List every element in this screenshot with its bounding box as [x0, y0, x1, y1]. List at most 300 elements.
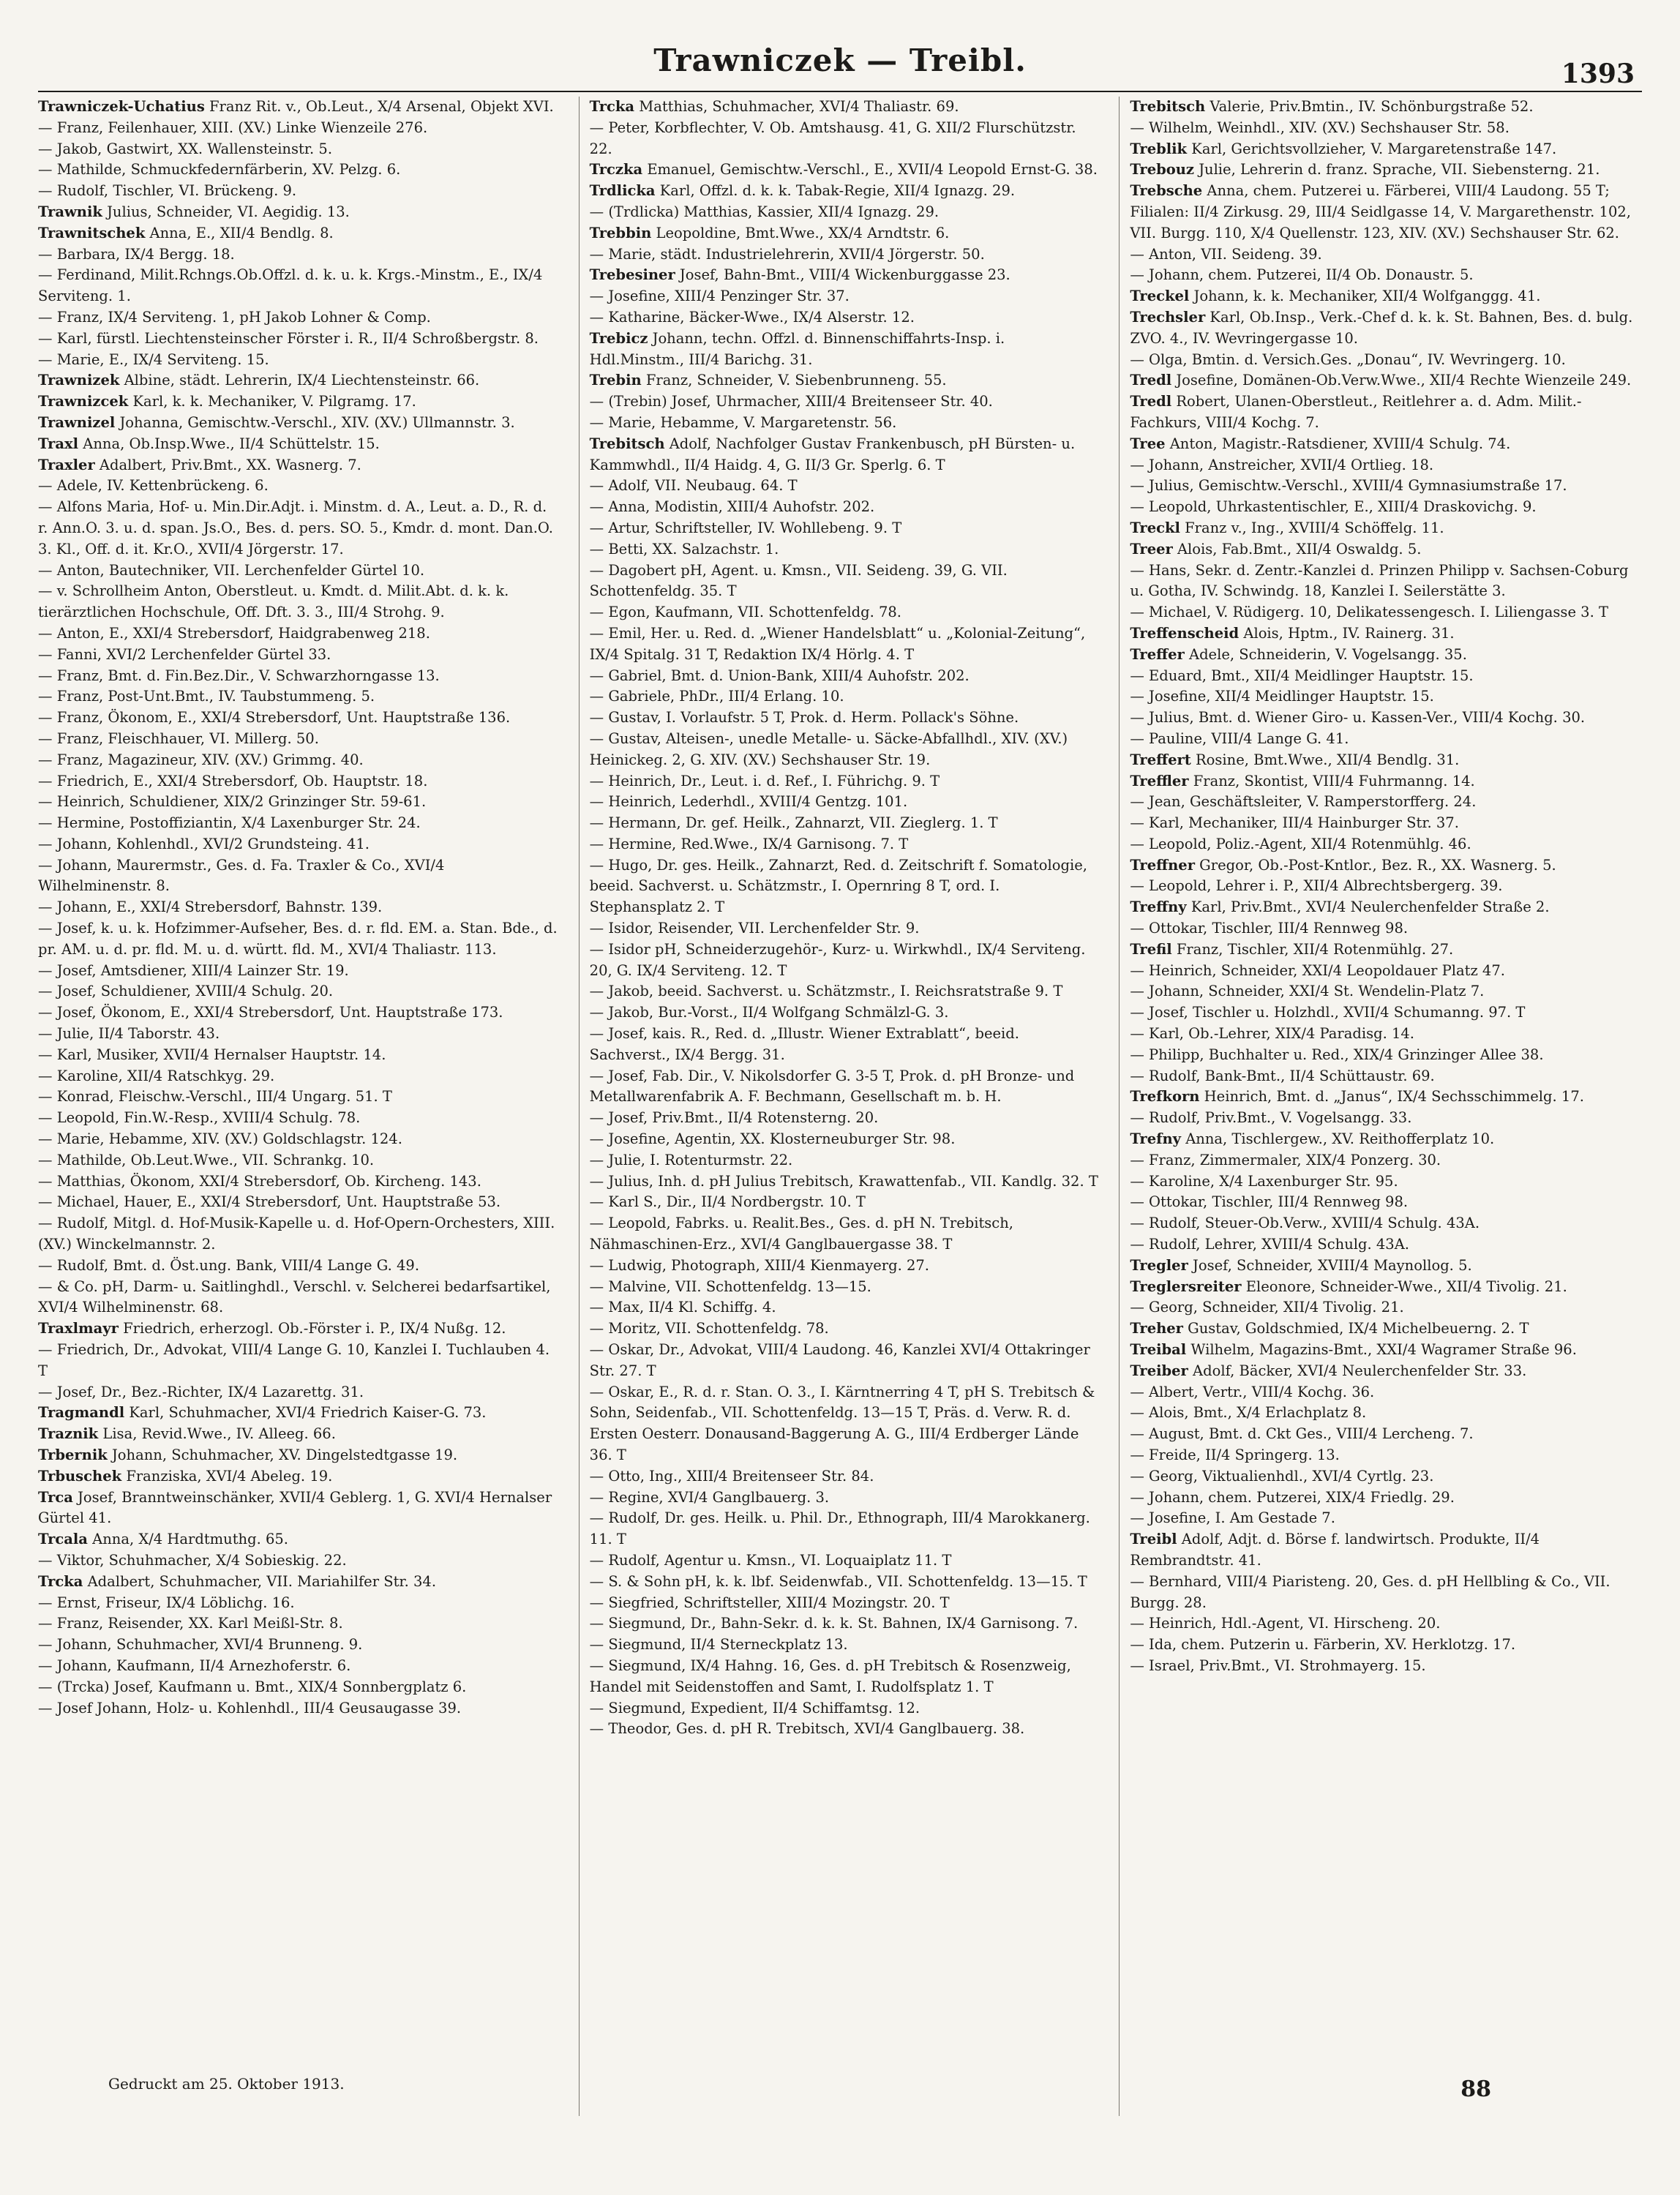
entry-details: — Josefine, I. Am Gestade 7. [1130, 1509, 1335, 1527]
directory-entry [38, 1529, 561, 1550]
entry-details: — Theodor, Ges. d. pH R. Trebitsch, XVI/4 Ganglbauerg. 38. [589, 1720, 1025, 1738]
directory-entry [38, 961, 561, 982]
entry-details: — Marie, Hebamme, V. Margaretenstr. 56. [589, 413, 897, 431]
directory-entry [1130, 350, 1642, 371]
directory-entry [38, 792, 561, 813]
directory-entry [1130, 476, 1642, 497]
entry-details: — Karl, fürstl. Liechtensteinscher Förster i. R., II/4 Schroßbergstr. 8. [38, 329, 539, 347]
entry-details: Rosine, Bmt.Wwe., XII/4 Bendlg. 31. [1190, 751, 1460, 768]
directory-entry [38, 1593, 561, 1614]
entry-details: — Eduard, Bmt., XII/4 Meidlinger Hauptstr. 15. [1130, 667, 1474, 684]
directory-entry [1130, 981, 1642, 1002]
entry-details: — Rudolf, Tischler, VI. Brückeng. 9. [38, 182, 297, 200]
directory-entry [1130, 1382, 1642, 1403]
directory-entry [1130, 1297, 1642, 1318]
directory-entry [1130, 181, 1642, 244]
entry-surname: Treer [1130, 540, 1173, 558]
directory-entry [590, 918, 1102, 939]
directory-entry [590, 1340, 1102, 1382]
entry-details: — Marie, städt. Industrielehrerin, XVII/4 Jörgerstr. 50. [589, 245, 985, 263]
entry-details: Adolf, Adjt. d. Börse f. landwirtsch. Produkte, II/4 Rembrandtstr. 41. [1130, 1531, 1540, 1569]
directory-entry [1130, 307, 1642, 350]
entry-details: — Emil, Her. u. Red. d. „Wiener Handelsblatt“ u. „Kolonial-Zeitung“, IX/4 Spitalg. 31 T, Redaktion IX/4 Hörlg. 4. T [589, 624, 1086, 663]
directory-entry [590, 265, 1102, 286]
directory-entry [590, 223, 1102, 244]
entry-details: — Josef, kais. R., Red. d. „Illustr. Wiener Extrablatt“, beeid. Sachverst., IX/4 Bergg. 31. [589, 1025, 1019, 1063]
directory-entry [38, 771, 561, 792]
directory-entry [38, 855, 561, 898]
directory-entry [38, 244, 561, 266]
entry-details: — Hermine, Red.Wwe., IX/4 Garnisong. 7. T [589, 835, 909, 852]
entry-surname: Traxlmayr [38, 1320, 119, 1337]
directory-entry [590, 539, 1102, 560]
entry-details: Anna, E., XII/4 Bendlg. 8. [145, 224, 334, 241]
entry-details: — Josef, Amtsdiener, XIII/4 Lainzer Str. 19. [38, 961, 349, 979]
entry-details: — Israel, Priv.Bmt., VI. Strohmayerg. 15. [1130, 1656, 1426, 1674]
directory-entry [38, 455, 561, 476]
entry-surname: Tregler [1130, 1256, 1188, 1274]
directory-entry [590, 1024, 1102, 1066]
directory-entry [1130, 602, 1642, 623]
entry-details: — Julie, II/4 Taborstr. 43. [38, 1025, 220, 1043]
column-middle [579, 97, 1102, 2116]
directory-entry [1130, 961, 1642, 982]
directory-entry [1130, 1529, 1642, 1572]
directory-entry [590, 1002, 1102, 1024]
directory-entry [590, 286, 1102, 307]
entry-details: — Hugo, Dr. ges. Heilk., Zahnarzt, Red. d. Zeitschrift f. Somatologie, beeid. Sachverst. u. Schätzmstr., I. Opernring 8 T, ord. I. Stephansplatz 2. T [589, 856, 1087, 916]
entry-details: Emanuel, Gemischtw.-Verschl., E., XVII/4 Leopold Ernst-G. 38. [642, 161, 1098, 179]
entry-details: — Matthias, Ökonom, XXI/4 Strebersdorf, Ob. Kircheng. 143. [38, 1172, 481, 1190]
directory-entry [1130, 539, 1642, 560]
entry-surname: Trebsche [1130, 182, 1203, 200]
entry-details: Robert, Ulanen-Oberstleut., Reitlehrer a. d. Adm. Milit.-Fachkurs, VIII/4 Kochg. 7. [1130, 393, 1582, 431]
entry-details: — Josef, Priv.Bmt., II/4 Rotensterng. 20. [589, 1109, 879, 1127]
directory-entry [38, 1635, 561, 1656]
directory-entry [38, 1277, 561, 1319]
entry-details: Karl, Gerichtsvollzieher, V. Margaretenstraße 147. [1187, 140, 1557, 157]
entry-details: — Adele, IV. Kettenbrückeng. 6. [38, 477, 269, 495]
directory-entry [38, 729, 561, 750]
entry-details: — Regine, XVI/4 Ganglbauerg. 3. [589, 1488, 830, 1506]
directory-entry [1130, 1572, 1642, 1614]
entry-details: — Josefine, XII/4 Meidlinger Hauptstr. 15. [1130, 688, 1434, 705]
entry-details: Franz, Tischler, XII/4 Rotenmühlg. 27. [1171, 940, 1454, 958]
entry-surname: Trdlicka [589, 182, 656, 200]
entry-details: Leopoldine, Bmt.Wwe., XX/4 Arndtstr. 6. [651, 224, 950, 241]
directory-entry [38, 1424, 561, 1445]
entry-surname: Treher [1130, 1320, 1183, 1337]
entry-details: Anna, chem. Putzerei u. Färberei, VIII/4 Laudong. 55 T; Filialen: II/4 Zirkusg. 29, III/4 Seidlgasse 14, V. Margarethenstr. 102, VII. Burgg. 110, X/4 Quellenstr. 123, XIV. (XV.) Sechshauser Str. 62. [1130, 182, 1631, 241]
entry-details: — Hermine, Postoffiziantin, X/4 Laxenburger Str. 24. [38, 814, 421, 832]
directory-entry [38, 497, 561, 560]
directory-entry [1130, 139, 1642, 160]
entry-details: Eleonore, Schneider-Wwe., XII/4 Tivolig. 21. [1241, 1277, 1567, 1295]
entry-details: — Franz, IX/4 Serviteng. 1, pH Jakob Lohner & Comp. [38, 308, 431, 326]
entry-details: — Oskar, Dr., Advokat, VIII/4 Laudong. 46, Kanzlei XVI/4 Ottakringer Str. 27. T [589, 1341, 1090, 1379]
entry-details: Karl, Ob.Insp., Verk.-Chef d. k. k. St. Bahnen, Bes. d. bulg. ZVO. 4., IV. Wevringergasse 10. [1130, 308, 1633, 347]
entry-details: Johann, k. k. Mechaniker, XII/4 Wolfganggg. 41. [1189, 288, 1541, 305]
page-number: 1393 [1561, 59, 1635, 89]
directory-entry [38, 560, 561, 582]
directory-entry [1130, 813, 1642, 834]
entry-surname: Tredl [1130, 393, 1172, 410]
directory-entry [1130, 1171, 1642, 1193]
directory-entry [38, 1129, 561, 1150]
entry-details: — Mathilde, Schmuckfedernfärberin, XV. Pelzg. 6. [38, 161, 401, 179]
directory-entry [1130, 286, 1642, 307]
entry-details: — Peter, Korbflechter, V. Ob. Amtshausg. 41, G. XII/2 Flurschützstr. 22. [589, 119, 1076, 157]
entry-details: — Friedrich, Dr., Advokat, VIII/4 Lange G. 10, Kanzlei I. Tuchlauben 4. T [38, 1341, 550, 1379]
entry-details: Franz, Skontist, VIII/4 Fuhrmanng. 14. [1188, 772, 1475, 789]
entry-details: — Friedrich, E., XXI/4 Strebersdorf, Ob. Hauptstr. 18. [38, 772, 428, 789]
entry-surname: Treibal [1130, 1341, 1187, 1359]
entry-details: — Georg, Schneider, XII/4 Tivolig. 21. [1130, 1299, 1404, 1316]
directory-entry [1130, 708, 1642, 729]
directory-entry [38, 813, 561, 834]
entry-details: Franz, Schneider, V. Siebenbrunneng. 55. [641, 372, 947, 389]
entry-details: — Pauline, VIII/4 Lange G. 41. [1130, 729, 1349, 747]
entry-details: Adalbert, Priv.Bmt., XX. Wasnerg. 7. [94, 456, 361, 473]
entry-details: — Siegmund, II/4 Sterneckplatz 13. [589, 1636, 848, 1654]
directory-entry [1130, 497, 1642, 518]
entry-details: — Bernhard, VIII/4 Piaristeng. 20, Ges. d. pH Hellbling & Co., VII. Burgg. 28. [1130, 1572, 1610, 1611]
entry-details: — Rudolf, Bank-Bmt., II/4 Schüttaustr. 69. [1130, 1067, 1435, 1084]
entry-details: Johann, techn. Offzl. d. Binnenschiffahrts-Insp. i. Hdl.Minstm., III/4 Barichg. 31. [589, 329, 1005, 368]
entry-details: — Johann, chem. Putzerei, II/4 Ob. Donaustr. 5. [1130, 266, 1474, 284]
directory-entry [38, 918, 561, 961]
entry-details: Friedrich, erherzogl. Ob.-Förster i. P., IX/4 Nußg. 12. [118, 1320, 506, 1337]
entry-surname: Treffert [1130, 751, 1191, 768]
entry-details: Adolf, Bäcker, XVI/4 Neulerchenfelder Str. 33. [1188, 1362, 1527, 1379]
directory-entry [590, 518, 1102, 539]
entry-details: — Gabriel, Bmt. d. Union-Bank, XIII/4 Auhofstr. 202. [589, 667, 970, 684]
directory-entry [38, 1698, 561, 1719]
entry-details: Franziska, XVI/4 Abeleg. 19. [121, 1467, 333, 1485]
directory-entry [1130, 1508, 1642, 1529]
entry-details: — Philipp, Buchhalter u. Red., XIX/4 Grinzinger Allee 38. [1130, 1046, 1544, 1063]
directory-entry [1130, 1024, 1642, 1045]
directory-entry [1130, 1487, 1642, 1509]
entry-details: Albine, städt. Lehrerin, IX/4 Liechtensteinstr. 66. [119, 372, 480, 389]
entry-details: — Karoline, XII/4 Ratschkyg. 29. [38, 1067, 275, 1084]
directory-entry [590, 834, 1102, 855]
entry-details: — Rudolf, Dr. ges. Heilk. u. Phil. Dr., Ethnograph, III/4 Marokkanerg. 11. T [589, 1509, 1090, 1548]
directory-entry [38, 434, 561, 455]
entry-details: — Siegmund, Dr., Bahn-Sekr. d. k. k. St. Bahnen, IX/4 Garnisong. 7. [589, 1615, 1079, 1632]
directory-entry [590, 855, 1102, 918]
directory-entry [1130, 370, 1642, 391]
entry-surname: Trawnizcek [38, 393, 129, 410]
entry-details: — Karl S., Dir., II/4 Nordbergstr. 10. T [589, 1193, 866, 1211]
entry-details: — Viktor, Schuhmacher, X/4 Sobieskig. 22. [38, 1551, 347, 1569]
entry-details: — Jakob, Gastwirt, XX. Wallensteinstr. 5. [38, 140, 333, 157]
entry-details: Anton, Magistr.-Ratsdiener, XVIII/4 Schulg. 74. [1165, 435, 1511, 452]
directory-entry [590, 391, 1102, 413]
directory-entry [590, 370, 1102, 391]
entry-details: — Rudolf, Lehrer, XVIII/4 Schulg. 43A. [1130, 1236, 1409, 1253]
directory-entry [590, 560, 1102, 603]
entry-details: — Alfons Maria, Hof- u. Min.Dir.Adjt. i. Minstm. d. A., Leut. a. D., R. d. r. Ann.O. 3. u. d. span. Js.O., Bes. d. pers. SO. 5., Kmdr. d. mont. Dan.O. 3. Kl., Off. d. it. Kr.O., XVII/4 Jörgerstr. 17. [38, 498, 553, 558]
entry-details: — Franz, Bmt. d. Fin.Bez.Dir., V. Schwarzhorngasse 13. [38, 667, 440, 684]
entry-details: — Anton, VII. Seideng. 39. [1130, 245, 1322, 263]
directory-entry [38, 1340, 561, 1382]
entry-surname: Trcka [38, 1572, 83, 1590]
entry-details: — Egon, Kaufmann, VII. Schottenfeldg. 78. [589, 604, 901, 621]
entry-details: — Siegmund, Expedient, II/4 Schiffamtsg. 12. [589, 1699, 920, 1716]
entry-details: — Rudolf, Mitgl. d. Hof-Musik-Kapelle u. d. Hof-Opern-Orchesters, XIII. (XV.) Winckelmannstr. 2. [38, 1215, 555, 1253]
directory-entry [38, 391, 561, 413]
entry-details: — Anton, E., XXI/4 Strebersdorf, Haidgrabenweg 218. [38, 624, 430, 642]
directory-columns [38, 97, 1642, 2116]
entry-details: — Franz, Zimmermaler, XIX/4 Ponzerg. 30. [1130, 1151, 1441, 1168]
entry-surname: Trawnik [38, 203, 102, 220]
directory-entry [38, 645, 561, 666]
entry-details: Anna, X/4 Hardtmuthg. 65. [87, 1531, 289, 1548]
directory-entry [1130, 1066, 1642, 1087]
entry-details: — Rudolf, Agentur u. Kmsn., VI. Loquaiplatz 11. T [589, 1551, 952, 1569]
entry-details: Lisa, Revid.Wwe., IV. Alleeg. 66. [98, 1425, 336, 1443]
directory-entry [38, 981, 561, 1002]
entry-details: Josef, Bahn-Bmt., VIII/4 Wickenburggasse 23. [675, 266, 1010, 284]
directory-entry [590, 813, 1102, 834]
directory-entry [38, 1108, 561, 1129]
entry-details: — Heinrich, Dr., Leut. i. d. Ref., I. Führichg. 9. T [589, 772, 940, 789]
directory-entry [38, 1192, 561, 1213]
directory-entry [590, 623, 1102, 666]
entry-details: — Malvine, VII. Schottenfeldg. 13—15. [589, 1277, 871, 1295]
directory-entry [590, 1066, 1102, 1108]
directory-entry [1130, 391, 1642, 434]
directory-entry [1130, 1340, 1642, 1361]
directory-entry [38, 1382, 561, 1403]
entry-details: — Heinrich, Hdl.-Agent, VI. Hirscheng. 20. [1130, 1615, 1441, 1632]
entry-details: Wilhelm, Magazins-Bmt., XXI/4 Wagramer Straße 96. [1186, 1341, 1577, 1359]
entry-details: — Josefine, Agentin, XX. Klosterneuburger Str. 98. [589, 1130, 956, 1148]
entry-details: — Moritz, VII. Schottenfeldg. 78. [589, 1320, 829, 1337]
directory-entry [1130, 918, 1642, 939]
entry-details: Heinrich, Bmt. d. „Janus“, IX/4 Sechsschimmelg. 17. [1199, 1088, 1584, 1106]
entry-surname: Trefil [1130, 940, 1172, 958]
entry-details: — Georg, Viktualienhdl., XVI/4 Cyrtlg. 23. [1130, 1467, 1434, 1485]
directory-entry [1130, 1635, 1642, 1656]
entry-details: — Franz, Ökonom, E., XXI/4 Strebersdorf, Unt. Hauptstraße 136. [38, 709, 511, 727]
directory-entry [590, 686, 1102, 708]
directory-entry [1130, 160, 1642, 181]
entry-details: — Wilhelm, Weinhdl., XIV. (XV.) Sechshauser Str. 58. [1130, 119, 1510, 136]
directory-entry [590, 497, 1102, 518]
entry-details: — Johann, Kohlenhdl., XVI/2 Grundsteing. 41. [38, 835, 370, 852]
entry-details: — Mathilde, Ob.Leut.Wwe., VII. Schrankg. 10. [38, 1151, 375, 1168]
entry-details: — Karl, Mechaniker, III/4 Hainburger Str. 37. [1130, 814, 1459, 832]
entry-details: — Gustav, I. Vorlaufstr. 5 T, Prok. d. Herm. Pollack's Söhne. [589, 709, 1019, 727]
directory-entry [1130, 265, 1642, 286]
entry-details: — Siegfried, Schriftsteller, XIII/4 Mozingstr. 20. T [589, 1594, 950, 1611]
entry-surname: Trebitsch [1130, 98, 1206, 115]
entry-surname: Treffer [1130, 645, 1185, 663]
directory-entry [590, 307, 1102, 329]
directory-entry [38, 1002, 561, 1024]
directory-entry [590, 97, 1102, 118]
entry-details: — Fanni, XVI/2 Lerchenfelder Gürtel 33. [38, 645, 331, 663]
entry-surname: Trbernik [38, 1447, 108, 1463]
entry-surname: Trbuschek [38, 1467, 122, 1485]
entry-details: — Olga, Bmtin. d. Versich.Ges. „Donau“, IV. Wevringerg. 10. [1130, 350, 1566, 368]
directory-entry [590, 1593, 1102, 1614]
entry-details: — Michael, V. Rüdigerg. 10, Delikatessengesch. I. Liliengasse 3. T [1130, 604, 1608, 621]
entry-details: — Ottokar, Tischler, III/4 Rennweg 98. [1130, 920, 1409, 937]
entry-surname: Traznik [38, 1425, 99, 1443]
directory-entry [1130, 1613, 1642, 1635]
entry-surname: Treckl [1130, 519, 1180, 536]
entry-details: Johann, Schuhmacher, XV. Dingelstedtgasse 19. [107, 1447, 458, 1463]
entry-details: — Heinrich, Schuldiener, XIX/2 Grinzinger Str. 59-61. [38, 793, 427, 811]
entry-details: — Alois, Bmt., X/4 Erlachplatz 8. [1130, 1404, 1367, 1422]
directory-entry [38, 1150, 561, 1171]
directory-entry [1130, 729, 1642, 750]
directory-entry [38, 1087, 561, 1108]
directory-entry [590, 1108, 1102, 1129]
directory-entry [590, 1550, 1102, 1572]
entry-details: — Leopold, Poliz.-Agent, XII/4 Rotenmühlg. 46. [1130, 835, 1471, 852]
directory-entry [590, 1613, 1102, 1635]
directory-entry [590, 1698, 1102, 1719]
entry-details: — Josefine, XIII/4 Penzinger Str. 37. [589, 288, 850, 305]
entry-details: — Franz, Reisender, XX. Karl Meißl-Str. 8. [38, 1615, 343, 1632]
entry-details: — Artur, Schriftsteller, IV. Wohllebeng. 9. T [589, 519, 902, 536]
directory-entry [38, 307, 561, 329]
entry-details: — Barbara, IX/4 Bergg. 18. [38, 245, 235, 263]
entry-details: — Betti, XX. Salzachstr. 1. [589, 540, 779, 558]
directory-entry [590, 1318, 1102, 1340]
directory-entry [38, 897, 561, 918]
entry-details: — S. & Sohn pH, k. k. lbf. Seidenwfab., VII. Schottenfeldg. 13—15. T [589, 1572, 1087, 1590]
directory-entry [1130, 876, 1642, 897]
entry-surname: Trcka [589, 98, 635, 115]
directory-entry [590, 1656, 1102, 1698]
entry-details: Adalbert, Schuhmacher, VII. Mariahilfer Str. 34. [83, 1572, 437, 1590]
entry-details: — (Trdlicka) Matthias, Kassier, XII/4 Ignazg. 29. [589, 203, 940, 220]
directory-entry [590, 1572, 1102, 1593]
entry-surname: Treblik [1130, 140, 1188, 157]
directory-entry [1130, 455, 1642, 476]
directory-entry [38, 223, 561, 244]
entry-details: — Leopold, Lehrer i. P., XII/4 Albrechtsbergerg. 39. [1130, 877, 1503, 895]
directory-entry [590, 666, 1102, 687]
entry-details: Karl, Offzl. d. k. k. Tabak-Regie, XII/4 Ignazg. 29. [655, 182, 1016, 200]
directory-entry [590, 202, 1102, 223]
entry-details: Julius, Schneider, VI. Aegidig. 13. [102, 203, 350, 220]
entry-details: Adolf, Nachfolger Gustav Frankenbusch, pH Bürsten- u. Kammwhdl., II/4 Haidg. 4, G. II/3 Gr. Sperlg. 6. T [589, 435, 1076, 473]
directory-entry [590, 1256, 1102, 1277]
directory-entry [1130, 666, 1642, 687]
directory-entry [590, 939, 1102, 982]
directory-entry [38, 1445, 561, 1466]
entry-surname: Traxl [38, 435, 79, 452]
directory-entry [590, 1192, 1102, 1213]
directory-entry [38, 1171, 561, 1193]
entry-surname: Trebicz [589, 329, 648, 347]
column-left [38, 97, 561, 2116]
entry-surname: Trebitsch [589, 435, 665, 452]
entry-surname: Tragmandl [38, 1404, 125, 1422]
directory-entry [1130, 645, 1642, 666]
directory-entry [38, 1572, 561, 1593]
entry-details: Gregor, Ob.-Post-Kntlor., Bez. R., XX. Wasnerg. 5. [1194, 856, 1556, 874]
entry-details: — Karoline, X/4 Laxenburger Str. 95. [1130, 1172, 1398, 1190]
directory-entry [590, 1129, 1102, 1150]
entry-surname: Trebbin [589, 224, 652, 241]
directory-entry [38, 1066, 561, 1087]
entry-details: Adele, Schneiderin, V. Vogelsangg. 35. [1184, 645, 1467, 663]
running-title: Trawniczek — Treibl. [653, 42, 1027, 78]
entry-details: — Max, II/4 Kl. Schiffg. 4. [589, 1299, 776, 1316]
directory-entry [590, 1277, 1102, 1298]
directory-entry [38, 1045, 561, 1066]
entry-details: — Marie, E., IX/4 Serviteng. 15. [38, 350, 269, 368]
directory-entry [590, 1213, 1102, 1256]
directory-entry [1130, 1403, 1642, 1424]
entry-surname: Trawnitschek [38, 224, 146, 241]
directory-entry [1130, 1424, 1642, 1445]
entry-details: Josefine, Domänen-Ob.Verw.Wwe., XII/4 Rechte Wienzeile 249. [1171, 372, 1632, 389]
directory-entry [1130, 623, 1642, 645]
entry-details: — Josef, k. u. k. Hofzimmer-Aufseher, Bes. d. r. fld. EM. a. Stan. Bde., d. pr. AM. u. d. pr. fld. M. u. d. württ. fld. M., XVI/4 Thaliastr. 113. [38, 920, 558, 958]
entry-details: Alois, Fab.Bmt., XII/4 Oswaldg. 5. [1172, 540, 1422, 558]
entry-surname: Trefny [1130, 1130, 1181, 1148]
entry-surname: Trechsler [1130, 308, 1206, 326]
directory-entry [38, 1024, 561, 1045]
directory-entry [590, 118, 1102, 160]
entry-details: — Julius, Bmt. d. Wiener Giro- u. Kassen-Ver., VIII/4 Kochg. 30. [1130, 709, 1586, 727]
entry-details: — Oskar, E., R. d. r. Stan. O. 3., I. Kärntnerring 4 T, pH S. Trebitsch & Sohn, Seidenfab., VII. Schottenfeldg. 13—15 T, Präs. d. Verw. R. d. Ersten Oesterr. Donausand-Baggerung A. G., III/4 Erdberger Lände 36. T [589, 1383, 1095, 1463]
entry-details: — Johann, Schuhmacher, XVI/4 Brunneng. 9. [38, 1636, 363, 1654]
directory-entry [1130, 1318, 1642, 1340]
directory-entry [38, 1550, 561, 1572]
entry-details: — Julie, I. Rotenturmstr. 22. [589, 1151, 793, 1168]
entry-details: — Freide, II/4 Springerg. 13. [1130, 1447, 1340, 1463]
directory-entry [1130, 1045, 1642, 1066]
directory-entry [1130, 771, 1642, 792]
directory-entry [38, 1466, 561, 1487]
entry-surname: Trawniczek-Uchatius [38, 98, 205, 115]
entry-details: — Josef, Ökonom, E., XXI/4 Strebersdorf, Unt. Hauptstraße 173. [38, 1004, 503, 1021]
entry-details: Karl, k. k. Mechaniker, V. Pilgramg. 17. [128, 393, 416, 410]
entry-details: — Ferdinand, Milit.Rchngs.Ob.Offzl. d. k. u. k. Krgs.-Minstm., E., IX/4 Serviteng. 1. [38, 266, 543, 305]
entry-details: — v. Schrollheim Anton, Oberstleut. u. Kmdt. d. Milit.Abt. d. k. k. tierärztlichen Hochschule, Off. Dft. 3. 3., III/4 Strohg. 9. [38, 582, 509, 621]
entry-details: — Marie, Hebamme, XIV. (XV.) Goldschlagstr. 124. [38, 1130, 402, 1148]
entry-surname: Trebouz [1130, 161, 1194, 179]
directory-entry [1130, 97, 1642, 118]
entry-details: Anna, Ob.Insp.Wwe., II/4 Schüttelstr. 15. [78, 435, 380, 452]
directory-entry [590, 1150, 1102, 1171]
directory-entry [590, 1466, 1102, 1487]
entry-details: — Dagobert pH, Agent. u. Kmsn., VII. Seideng. 39, G. VII. Schottenfeldg. 35. T [589, 561, 1008, 600]
entry-details: — Karl, Ob.-Lehrer, XIX/4 Paradisg. 14. [1130, 1025, 1414, 1043]
entry-details: — Johann, E., XXI/4 Strebersdorf, Bahnstr. 139. [38, 898, 383, 916]
directory-entry [1130, 897, 1642, 918]
entry-details: Matthias, Schuhmacher, XVI/4 Thaliastr. 69. [634, 98, 959, 115]
entry-surname: Treffny [1130, 898, 1187, 916]
entry-surname: Trebin [589, 372, 642, 389]
entry-details: — Johann, Anstreicher, XVII/4 Ortlieg. 18. [1130, 456, 1434, 473]
entry-details: — Julius, Gemischtw.-Verschl., XVIII/4 Gymnasiumstraße 17. [1130, 477, 1567, 495]
entry-details: — (Trebin) Josef, Uhrmacher, XIII/4 Breitenseer Str. 40. [589, 393, 993, 410]
directory-entry [1130, 1213, 1642, 1234]
directory-entry [38, 1487, 561, 1530]
directory-entry [1130, 1361, 1642, 1382]
directory-entry [1130, 1256, 1642, 1277]
